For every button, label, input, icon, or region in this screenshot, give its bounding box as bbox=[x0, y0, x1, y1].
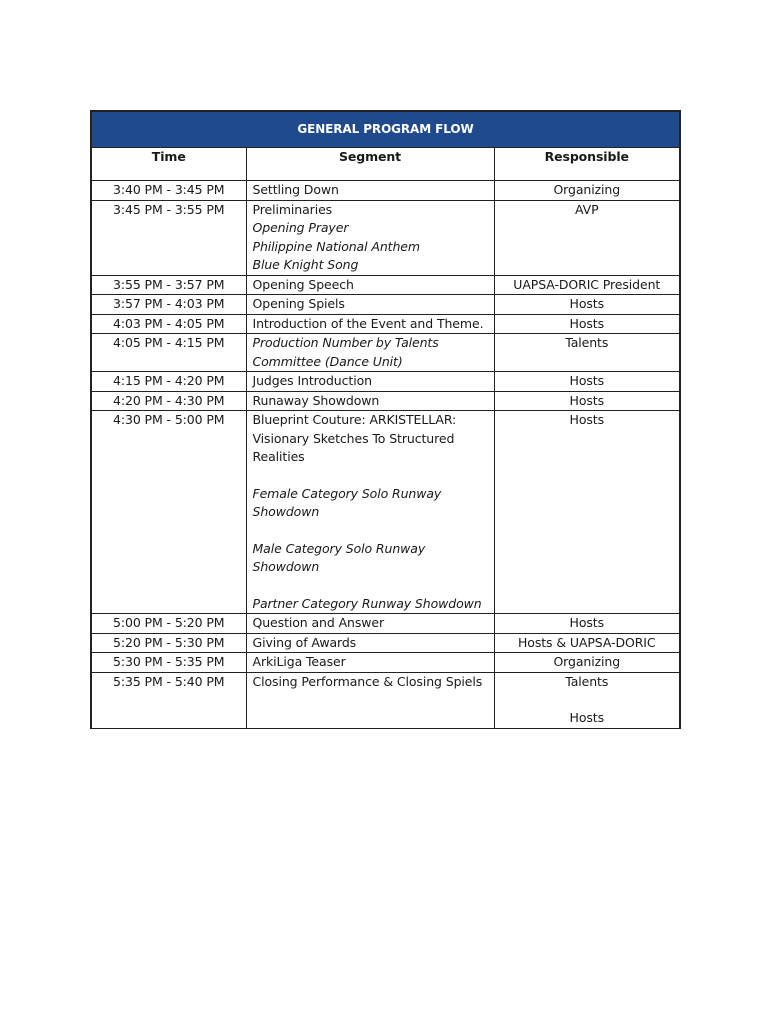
segment-line: Female Category Solo Runway Showdown bbox=[252, 485, 442, 519]
table-row bbox=[91, 295, 680, 315]
time-cell: 3:57 PM - 4:03 PM bbox=[91, 295, 246, 315]
time-cell: 3:55 PM - 3:57 PM bbox=[91, 275, 246, 295]
segment-cell bbox=[246, 614, 494, 634]
segment-cell bbox=[246, 275, 494, 295]
time-cell: 5:35 PM - 5:40 PM bbox=[91, 672, 246, 728]
table-row bbox=[91, 672, 680, 728]
table-row bbox=[91, 653, 680, 673]
time-cell: 4:03 PM - 4:05 PM bbox=[91, 314, 246, 334]
table-row bbox=[91, 372, 680, 392]
segment-cell bbox=[246, 334, 494, 372]
time-cell: 5:00 PM - 5:20 PM bbox=[91, 614, 246, 634]
table-row bbox=[91, 200, 680, 275]
table-row bbox=[91, 275, 680, 295]
segment-line: Opening Prayer bbox=[252, 220, 349, 235]
header-time: Time bbox=[91, 148, 246, 181]
segment-cell bbox=[246, 372, 494, 392]
responsible-cell bbox=[494, 334, 680, 372]
table-row bbox=[91, 411, 680, 614]
segment-line: Production Number by Talents Committee (Dance Unit) bbox=[252, 335, 439, 369]
segment-line: Philippine National Anthem bbox=[252, 238, 420, 254]
segment-line: Opening Spiels bbox=[252, 296, 345, 311]
segment-line: Question and Answer bbox=[252, 615, 385, 630]
responsible-cell bbox=[494, 295, 680, 315]
responsible-spacer bbox=[501, 691, 674, 709]
time-cell: 4:20 PM - 4:30 PM bbox=[91, 391, 246, 411]
segment-spacer bbox=[253, 577, 488, 595]
table-row bbox=[91, 633, 680, 653]
table-row bbox=[91, 314, 680, 334]
responsible-cell bbox=[494, 200, 680, 275]
program-flow-table bbox=[90, 110, 681, 729]
segment-spacer bbox=[253, 467, 488, 485]
responsible-cell bbox=[494, 633, 680, 653]
time-cell: 4:15 PM - 4:20 PM bbox=[91, 372, 246, 392]
segment-line: Partner Category Runway Showdown bbox=[252, 595, 482, 611]
responsible-line: Hosts bbox=[569, 392, 604, 408]
responsible-line: Talents bbox=[565, 673, 609, 689]
segment-line: Closing Performance & Closing Spiels bbox=[252, 673, 483, 689]
segment-spacer bbox=[253, 522, 488, 540]
responsible-cell bbox=[494, 391, 680, 411]
segment-cell bbox=[246, 653, 494, 673]
segment-line: Giving of Awards bbox=[252, 634, 357, 650]
responsible-line: Hosts bbox=[569, 615, 604, 630]
responsible-line: Hosts bbox=[569, 315, 604, 331]
segment-line: Male Category Solo Runway Showdown bbox=[252, 540, 426, 574]
responsible-cell bbox=[494, 372, 680, 392]
time-cell: 3:45 PM - 3:55 PM bbox=[91, 200, 246, 275]
segment-cell bbox=[246, 295, 494, 315]
time-cell: 4:30 PM - 5:00 PM bbox=[91, 411, 246, 614]
responsible-line: AVP bbox=[574, 201, 599, 217]
header-segment: Segment bbox=[246, 148, 494, 181]
segment-line: Preliminaries bbox=[252, 201, 333, 217]
responsible-cell bbox=[494, 314, 680, 334]
time-cell: 3:40 PM - 3:45 PM bbox=[91, 181, 246, 201]
responsible-line: UAPSA-DORIC President bbox=[513, 276, 661, 292]
time-cell: 5:20 PM - 5:30 PM bbox=[91, 633, 246, 653]
table-title: GENERAL PROGRAM FLOW bbox=[91, 111, 680, 148]
segment-line: Runaway Showdown bbox=[252, 392, 380, 408]
responsible-line: Talents bbox=[565, 335, 609, 350]
table-row bbox=[91, 391, 680, 411]
header-responsible: Responsible bbox=[494, 148, 680, 181]
responsible-cell bbox=[494, 181, 680, 201]
responsible-cell bbox=[494, 653, 680, 673]
responsible-cell bbox=[494, 411, 680, 614]
segment-cell bbox=[246, 200, 494, 275]
segment-line: Blueprint Couture: ARKISTELLAR: Visionary Sketches To Structured Realities bbox=[252, 412, 457, 464]
responsible-line: Hosts bbox=[569, 412, 604, 427]
responsible-cell bbox=[494, 614, 680, 634]
segment-cell bbox=[246, 181, 494, 201]
time-cell: 5:30 PM - 5:35 PM bbox=[91, 653, 246, 673]
table-row bbox=[91, 614, 680, 634]
segment-line: Introduction of the Event and Theme. bbox=[252, 315, 484, 331]
responsible-line: Hosts & UAPSA-DORIC bbox=[517, 634, 656, 650]
segment-cell bbox=[246, 633, 494, 653]
table-body bbox=[91, 181, 680, 729]
table-row bbox=[91, 334, 680, 372]
responsible-line: Hosts bbox=[569, 296, 604, 311]
responsible-line: Hosts bbox=[569, 710, 604, 725]
responsible-line: Organizing bbox=[553, 654, 621, 669]
segment-cell bbox=[246, 672, 494, 728]
time-cell: 4:05 PM - 4:15 PM bbox=[91, 334, 246, 372]
segment-cell bbox=[246, 314, 494, 334]
segment-line: Settling Down bbox=[252, 182, 339, 197]
responsible-line: Hosts bbox=[569, 373, 604, 388]
segment-cell bbox=[246, 411, 494, 614]
responsible-cell bbox=[494, 275, 680, 295]
responsible-cell bbox=[494, 672, 680, 728]
segment-line: ArkiLiga Teaser bbox=[252, 654, 346, 669]
responsible-line: Organizing bbox=[553, 182, 621, 197]
segment-line: Blue Knight Song bbox=[252, 257, 359, 272]
table-row bbox=[91, 181, 680, 201]
segment-line: Opening Speech bbox=[252, 276, 354, 292]
segment-cell bbox=[246, 391, 494, 411]
segment-line: Judges Introduction bbox=[252, 373, 372, 388]
